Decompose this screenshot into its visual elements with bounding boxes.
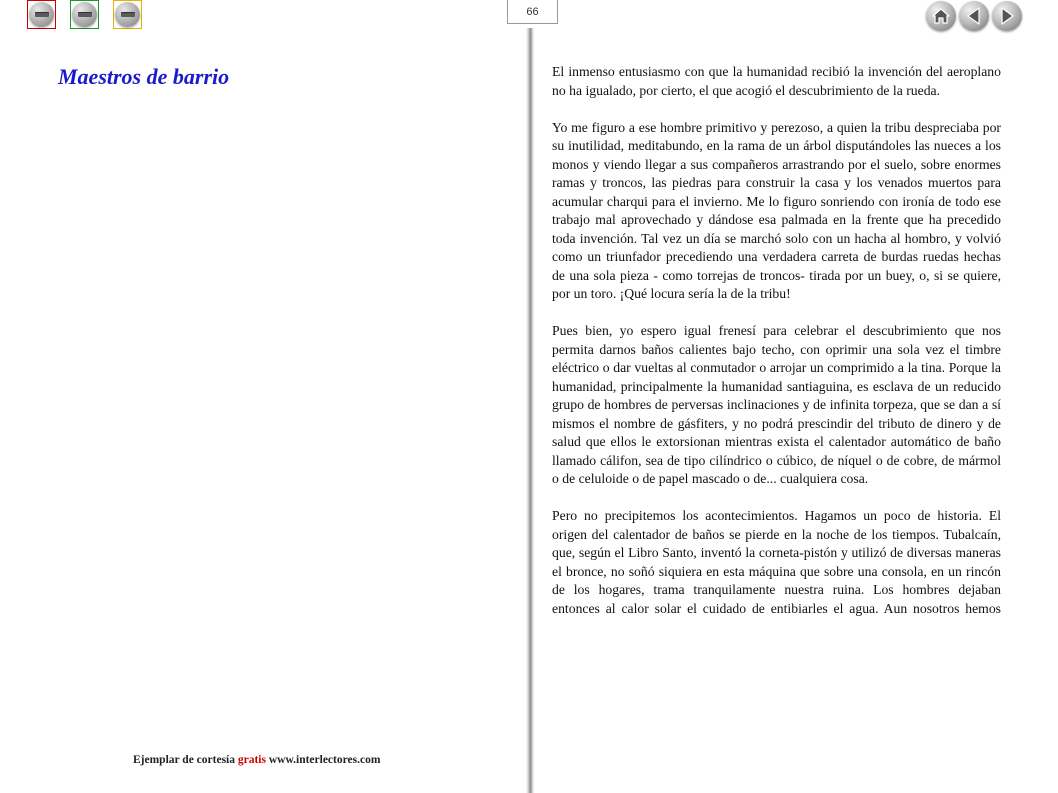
green-minimize-button[interactable]: [70, 0, 99, 29]
navigation-controls: [926, 1, 1022, 31]
previous-page-button[interactable]: [959, 1, 989, 31]
page-body-text: [552, 63, 1001, 728]
window-controls: [27, 0, 142, 29]
book-spine: [526, 28, 534, 793]
red-minimize-button[interactable]: [27, 0, 56, 29]
paragraph: Pues bien, yo espero igual frenesí para celebrar el descubrimiento que nos permita darnos baños calientes bajo techo, con oprimir una sola vez el timbre eléctrico o dar vueltas al conmutador o arrojar un comprimido a la tina. Porque la humanidad, principalmente la humanidad santiaguina, es esclava de un reducido grupo de hombres de perversas inclinaciones y de infinita torpeza, que se dan a sí mismos el nombre de gásfiters, y no podrá prescindir del tributo de dinero y de salud que ellos le extorsionan mientras exista el calentador automático de baño llamado cálifon, sea de tipo cilíndrico o cúbico, de níquel o de cobre, de mármol o de celuloide o de papel mascado o de... cualquiera cosa.: [552, 323, 1001, 486]
footer: [133, 754, 380, 766]
footer-highlight: gratis: [237, 754, 266, 766]
minus-icon: [72, 2, 97, 27]
triangle-left-icon: [966, 7, 982, 25]
paragraph: Pero no precipitemos los acontecimientos. Hagamos un poco de historia. El origen del calentador de baños se pierde en la noche de los tiempos. Tubalcaín, que, según el Libro Santo, inventó la corneta-pistón y utilizó de diversas maneras el bronce, no soñó siquiera en esta máquina que sobre una consola, en un rincón de los hogares, trama tranquilamente nuestra ruina. Los hombres dejaban entonces al calor solar el cuidado de entibiarles el agua. Aun nosotros hemos: [552, 508, 1001, 616]
home-button[interactable]: [926, 1, 956, 31]
footer-url[interactable]: www.interlectores.com: [268, 754, 381, 766]
chapter-title: Maestros de barrio: [58, 64, 230, 89]
minus-icon: [115, 2, 140, 27]
next-page-button[interactable]: [992, 1, 1022, 31]
paragraph: El inmenso entusiasmo con que la humanidad recibió la invención del aeroplano no ha igualado, por cierto, el que acogió el descubrimiento de la rueda.: [552, 64, 1001, 98]
page-number: 66: [507, 0, 558, 24]
paragraph: Yo me figuro a ese hombre primitivo y perezoso, a quien la tribu despreciaba por su inutilidad, meditabundo, en la rama de un árbol disputándoles las nueces a los monos y viendo llegar a sus compañeros arrastrando por el suelo, sobre enormes ramas y troncos, las piedras para construir la casa y los venados muertos para acumular charqui para el invierno. Me lo figuro sonriendo con ironía de todo ese trabajo mal aprovechado y dándose esa palmada en la frente que ha precedido toda invención. Tal vez un día se marchó solo con un hacha al hombro, y volvió como un triunfador precediendo una verdadera carreta de burdas ruedas hechas de una sola pieza - como torrejas de troncos- tirada por un buey, o, si se quiere, por un toro. ¡Qué locura sería la de la tribu!: [552, 119, 1001, 301]
home-icon: [932, 8, 950, 24]
triangle-right-icon: [999, 7, 1015, 25]
footer-prefix: Ejemplar de cortesía: [133, 754, 235, 766]
minus-icon: [29, 2, 54, 27]
yellow-minimize-button[interactable]: [113, 0, 142, 29]
